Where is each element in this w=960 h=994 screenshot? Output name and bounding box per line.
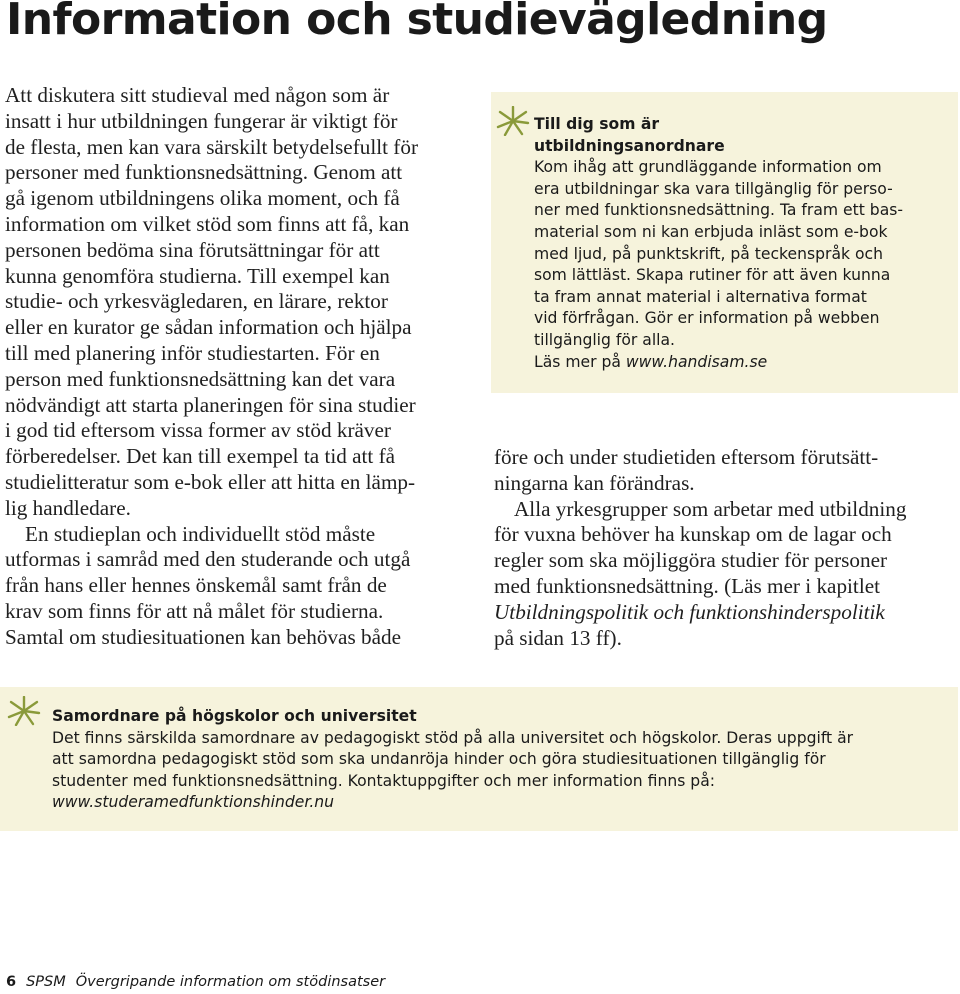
text-line: ner med funktionsnedsättning. Ta fram ett bas-	[534, 201, 904, 220]
paragraph-study-choice	[5, 83, 470, 522]
text-line: era utbildningar ska vara tillgänglig för perso-	[534, 179, 893, 198]
page-title: Information och studievägledning	[6, 0, 828, 45]
text-line: gå igenom utbildningens olika moment, och få	[5, 186, 400, 211]
paragraph-continuation	[494, 445, 956, 497]
text-line: Kom ihåg att grundläggande information om	[534, 158, 882, 177]
handisam-link[interactable]: www.handisam.se	[625, 352, 768, 371]
text-line: tillgänglig för alla.	[534, 330, 675, 349]
university-box-content	[52, 706, 952, 814]
university-coordinator-box	[0, 687, 958, 831]
text-line: Till dig som är	[534, 115, 660, 133]
text-line: att samordna pedagogiskt stöd som ska undanröja hinder och göra studiesituationen tillgänglig för	[52, 750, 826, 769]
text-line: förberedelser. Det kan till exempel ta tid att få	[5, 444, 396, 469]
text-line: nödvändigt att starta planeringen för sina studier	[5, 392, 416, 417]
university-box-text	[52, 728, 952, 793]
text-line: Det finns särskilda samordnare av pedagogiskt stöd på alla universitet och högskolor. Deras uppgift är	[52, 728, 854, 747]
text-line: utbildningsanordnare	[534, 136, 725, 155]
studera-link[interactable]: www.studeramedfunktionshinder.nu	[52, 793, 335, 812]
paragraph-study-plan	[5, 522, 470, 651]
left-column	[5, 83, 470, 651]
text-line: ningarna kan förändras.	[494, 470, 695, 495]
text-line: material som ni kan erbjuda inläst som e-bok	[534, 222, 888, 241]
read-more-prefix: Läs mer på	[534, 352, 626, 371]
text-line: ta fram annat material i alternativa format	[534, 287, 867, 306]
sparkle-icon	[496, 106, 530, 140]
text-line: med ljud, på punktskrift, på teckenspråk och	[534, 244, 883, 263]
text-line: studie- och yrkesvägledaren, en lärare, rektor	[5, 289, 388, 314]
text-line: vid förfrågan. Gör er information på webben	[534, 309, 880, 328]
page-number: 6	[6, 974, 17, 990]
coordinator-box-heading	[534, 114, 954, 157]
chapter-title: Utbildningspolitik och funktionshinderspolitik	[494, 599, 885, 624]
text-line: studielitteratur som e-bok eller att hitta en lämp-	[5, 469, 416, 494]
text-line: personer med funktionsnedsättning. Genom att	[5, 160, 403, 185]
text-line: personen bedöma sina förutsättningar för att	[5, 237, 380, 262]
text-line: till med planering inför studiestarten. För en	[5, 340, 380, 365]
sparkle-icon	[7, 696, 41, 730]
text-line: Alla yrkesgrupper som arbetar med utbildning	[514, 496, 907, 521]
text-line: för vuxna behöver ha kunskap om de lagar och	[494, 522, 892, 547]
text-line: information om vilket stöd som finns att få, kan	[5, 211, 410, 236]
text-line: regler som ska möjliggöra studier för personer	[494, 548, 888, 573]
page-footer	[6, 974, 385, 990]
university-box-heading: Samordnare på högskolor och universitet	[52, 707, 417, 725]
coordinator-read-more	[534, 352, 954, 374]
text-line: med funktionsnedsättning. (Läs mer i kapitlet	[494, 573, 880, 598]
text-line: krav som finns för att nå målet för studierna.	[5, 598, 384, 623]
text-line: Att diskutera sitt studieval med någon som är	[5, 83, 390, 107]
right-column	[494, 445, 956, 651]
text-line: som lättläst. Skapa rutiner för att även kunna	[534, 266, 891, 285]
coordinator-box-content	[534, 114, 954, 373]
text-line: person med funktionsnedsättning kan det vara	[5, 366, 396, 391]
text-line: Samtal om studiesituationen kan behövas både	[5, 624, 402, 649]
paragraph-chapter-reference	[494, 600, 956, 652]
text-line: insatt i hur utbildningen fungerar är viktigt för	[5, 108, 398, 133]
text-line: i god tid eftersom vissa former av stöd kräver	[5, 418, 391, 443]
text-line: En studieplan och individuellt stöd måste	[25, 521, 376, 546]
chapter-suffix: på sidan 13 ff).	[494, 625, 622, 650]
text-line: eller en kurator ge sådan information och hjälpa	[5, 315, 412, 340]
text-line: studenter med funktionsnedsättning. Kontaktuppgifter och mer information finns på:	[52, 771, 716, 790]
text-line: från hans eller hennes önskemål samt från de	[5, 573, 387, 598]
coordinator-info-box	[491, 92, 958, 393]
text-line: före och under studietiden eftersom förutsätt-	[494, 445, 879, 469]
text-line: kunna genomföra studierna. Till exempel kan	[5, 263, 390, 288]
section-name: Övergripande information om stödinsatser	[75, 974, 386, 990]
text-line: utformas i samråd med den studerande och utgå	[5, 547, 411, 572]
text-line: de flesta, men kan vara särskilt betydelsefullt för	[5, 134, 419, 159]
coordinator-box-text	[534, 157, 954, 351]
university-box-link-line	[52, 792, 952, 814]
paragraph-professional-groups	[494, 497, 956, 600]
publisher-name: SPSM	[26, 974, 66, 990]
text-line: lig handledare.	[5, 495, 131, 520]
